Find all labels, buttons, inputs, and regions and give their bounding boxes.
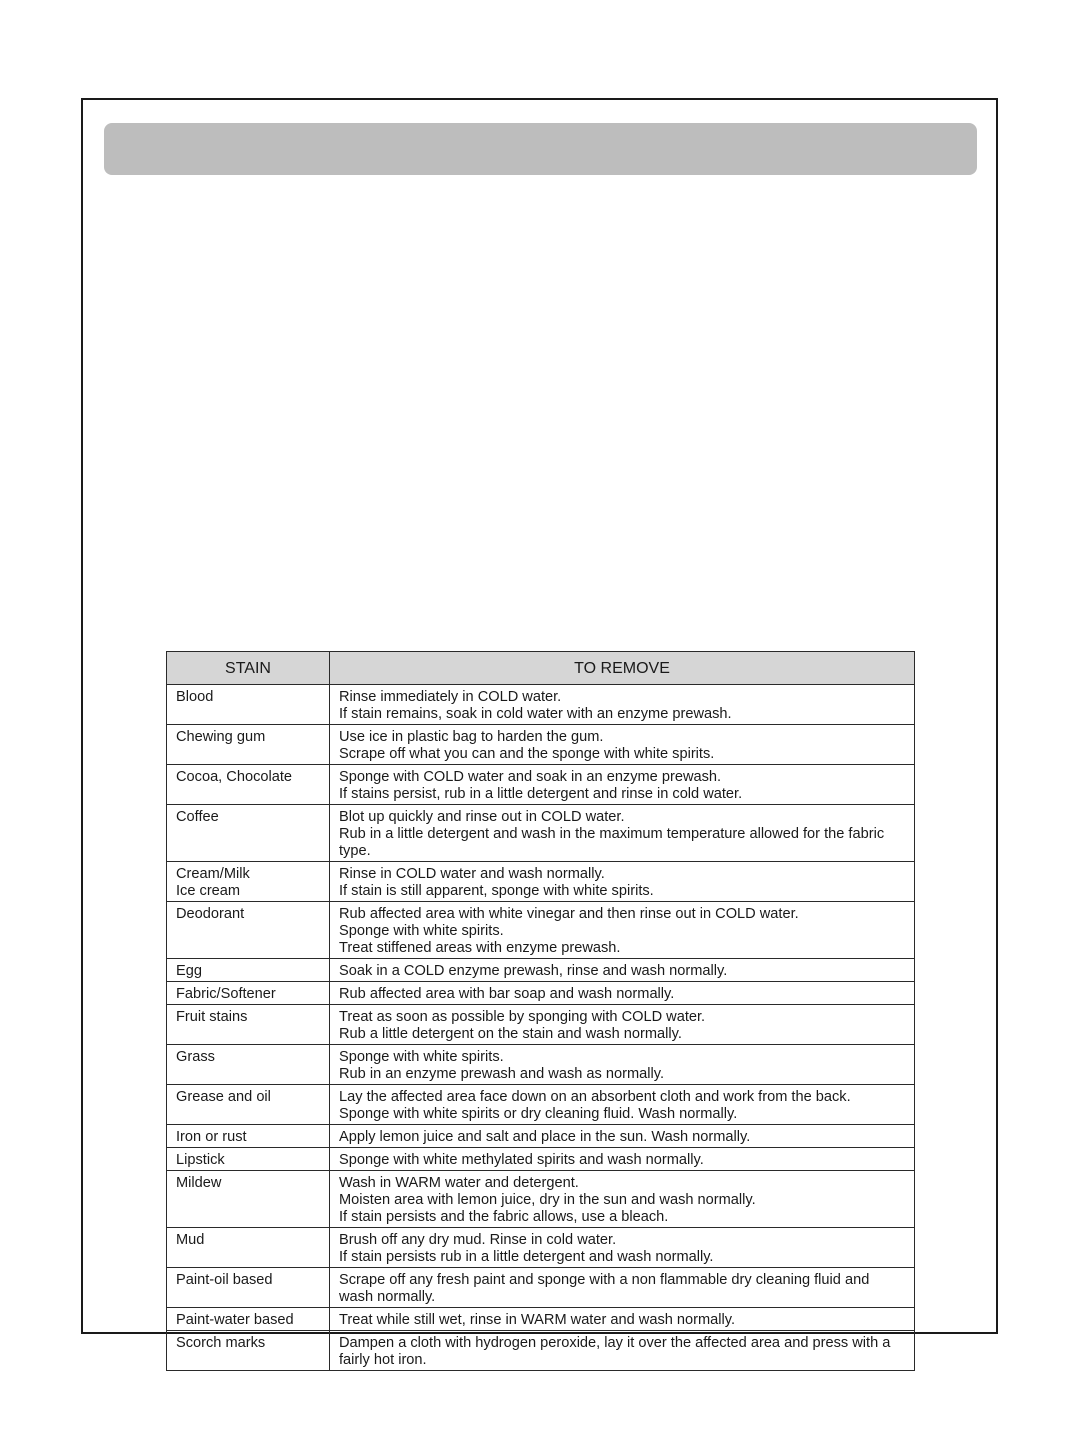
instruction-line: Blot up quickly and rinse out in COLD water.: [339, 809, 625, 825]
table-row: [167, 1171, 915, 1228]
instruction-line: If stain persists and the fabric allows, use a bleach.: [339, 1209, 669, 1225]
table-row: [167, 1331, 915, 1371]
stain-name: Egg: [176, 963, 202, 979]
stain-name: Fabric/Softener: [176, 986, 276, 1002]
remove-instructions-cell: [330, 765, 915, 805]
instruction-line: Moisten area with lemon juice, dry in the sun and wash normally.: [339, 1192, 756, 1208]
remove-instructions-cell: [330, 862, 915, 902]
instruction-line: Treat as soon as possible by sponging with COLD water.: [339, 1009, 706, 1025]
remove-instructions-cell: [330, 685, 915, 725]
stain-name: Cream/Milk: [176, 866, 250, 882]
stain-cell: [167, 1308, 330, 1331]
table-row: [167, 982, 915, 1005]
stain-name: Fruit stains: [176, 1009, 248, 1025]
instruction-line: Rub in a little detergent and wash in the maximum temperature allowed for the fabric type.: [339, 826, 885, 859]
stain-cell: [167, 1171, 330, 1228]
stain-name: Mud: [176, 1232, 205, 1248]
stain-cell: [167, 902, 330, 959]
stain-name: Paint-oil based: [176, 1272, 273, 1288]
stain-cell: [167, 725, 330, 765]
remove-instructions-cell: [330, 725, 915, 765]
remove-instructions-cell: [330, 1005, 915, 1045]
remove-instructions-cell: [330, 959, 915, 982]
stain-cell: [167, 1125, 330, 1148]
stain-name: Scorch marks: [176, 1335, 266, 1351]
instruction-line: Apply lemon juice and salt and place in the sun. Wash normally.: [339, 1129, 751, 1145]
table-body: [167, 685, 915, 1371]
stain-name: Grease and oil: [176, 1089, 271, 1105]
instruction-line: Brush off any dry mud. Rinse in cold water.: [339, 1232, 617, 1248]
stain-cell: [167, 765, 330, 805]
stain-name: Ice cream: [176, 883, 241, 899]
instruction-line: Rub affected area with bar soap and wash normally.: [339, 986, 675, 1002]
instruction-line: Treat stiffened areas with enzyme prewash.: [339, 940, 621, 956]
section-title-bar: [104, 123, 977, 175]
table-row: [167, 1125, 915, 1148]
stain-cell: [167, 1005, 330, 1045]
instruction-line: Treat while still wet, rinse in WARM water and wash normally.: [339, 1312, 736, 1328]
instruction-line: Sponge with COLD water and soak in an enzyme prewash.: [339, 769, 722, 785]
stain-name: Coffee: [176, 809, 219, 825]
table-row: [167, 902, 915, 959]
header-stain: STAIN: [167, 652, 330, 685]
stain-name: Mildew: [176, 1175, 222, 1191]
table-row: [167, 959, 915, 982]
instruction-line: If stain persists rub in a little detergent and wash normally.: [339, 1249, 714, 1265]
stain-removal-table: [166, 651, 915, 1371]
table-row: [167, 765, 915, 805]
remove-instructions-cell: [330, 1308, 915, 1331]
table-row: [167, 685, 915, 725]
stain-name: Iron or rust: [176, 1129, 247, 1145]
remove-instructions-cell: [330, 982, 915, 1005]
instruction-line: Rinse in COLD water and wash normally.: [339, 866, 605, 882]
instruction-line: Sponge with white methylated spirits and wash normally.: [339, 1152, 704, 1168]
stain-cell: [167, 862, 330, 902]
instruction-line: If stain is still apparent, sponge with white spirits.: [339, 883, 654, 899]
instruction-line: Rub affected area with white vinegar and then rinse out in COLD water.: [339, 906, 799, 922]
stain-cell: [167, 1228, 330, 1268]
instruction-line: Dampen a cloth with hydrogen peroxide, lay it over the affected area and press with a fairly hot iron.: [339, 1335, 891, 1368]
instruction-line: Wash in WARM water and detergent.: [339, 1175, 579, 1191]
stain-name: Chewing gum: [176, 729, 266, 745]
stain-name: Paint-water based: [176, 1312, 294, 1328]
instruction-line: Sponge with white spirits.: [339, 1049, 504, 1065]
remove-instructions-cell: [330, 902, 915, 959]
stain-name: Deodorant: [176, 906, 245, 922]
remove-instructions-cell: [330, 1045, 915, 1085]
stain-name: Blood: [176, 689, 214, 705]
remove-instructions-cell: [330, 1125, 915, 1148]
stain-cell: [167, 1045, 330, 1085]
instruction-line: Sponge with white spirits or dry cleaning fluid. Wash normally.: [339, 1106, 738, 1122]
instruction-line: Scrape off any fresh paint and sponge with a non flammable dry cleaning fluid and wash normally.: [339, 1272, 870, 1305]
table-row: [167, 1308, 915, 1331]
table-row: [167, 725, 915, 765]
table-row: [167, 805, 915, 862]
stain-name: Cocoa, Chocolate: [176, 769, 293, 785]
remove-instructions-cell: [330, 805, 915, 862]
table-row: [167, 1148, 915, 1171]
table-row: [167, 1085, 915, 1125]
header-to-remove: TO REMOVE: [330, 652, 915, 685]
instruction-line: Lay the affected area face down on an absorbent cloth and work from the back.: [339, 1089, 851, 1105]
stain-name: Lipstick: [176, 1152, 225, 1168]
remove-instructions-cell: [330, 1085, 915, 1125]
remove-instructions-cell: [330, 1331, 915, 1371]
instruction-line: Sponge with white spirits.: [339, 923, 504, 939]
stain-cell: [167, 805, 330, 862]
table-row: [167, 1045, 915, 1085]
remove-instructions-cell: [330, 1171, 915, 1228]
stain-cell: [167, 1085, 330, 1125]
instruction-line: Rinse immediately in COLD water.: [339, 689, 562, 705]
stain-cell: [167, 1148, 330, 1171]
instruction-line: If stains persist, rub in a little detergent and rinse in cold water.: [339, 786, 743, 802]
stain-cell: [167, 959, 330, 982]
instruction-line: Soak in a COLD enzyme prewash, rinse and wash normally.: [339, 963, 728, 979]
table-header-row: [167, 652, 915, 685]
instruction-line: Scrape off what you can and the sponge with white spirits.: [339, 746, 715, 762]
table-row: [167, 862, 915, 902]
remove-instructions-cell: [330, 1268, 915, 1308]
instruction-line: Use ice in plastic bag to harden the gum.: [339, 729, 604, 745]
remove-instructions-cell: [330, 1228, 915, 1268]
stain-cell: [167, 982, 330, 1005]
stain-name: Grass: [176, 1049, 215, 1065]
instruction-line: Rub a little detergent on the stain and wash normally.: [339, 1026, 682, 1042]
table-row: [167, 1005, 915, 1045]
table-row: [167, 1228, 915, 1268]
stain-cell: [167, 1268, 330, 1308]
remove-instructions-cell: [330, 1148, 915, 1171]
instruction-line: Rub in an enzyme prewash and wash as normally.: [339, 1066, 665, 1082]
stain-cell: [167, 1331, 330, 1371]
stain-cell: [167, 685, 330, 725]
table-row: [167, 1268, 915, 1308]
instruction-line: If stain remains, soak in cold water with an enzyme prewash.: [339, 706, 732, 722]
